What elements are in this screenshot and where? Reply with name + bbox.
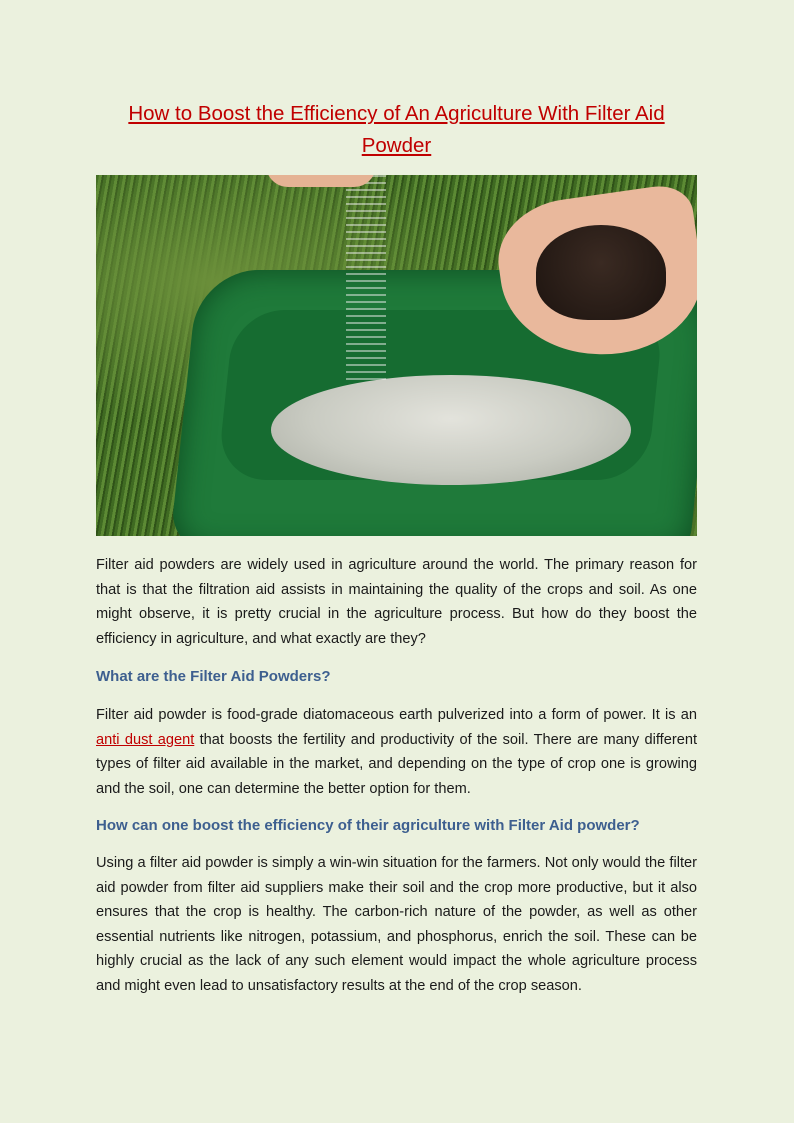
pouring-hand bbox=[266, 175, 376, 187]
intro-paragraph: Filter aid powders are widely used in agriculture around the world. The primary reason for that is that the filtration aid assists in maintaining the quality of the crops and soil. As one might observe, it is pretty crucial in the agriculture process. But how do they boost the efficiency in agriculture, and what exactly are they? bbox=[96, 557, 697, 647]
section1-paragraph bbox=[96, 703, 697, 801]
soil-handful bbox=[536, 225, 666, 320]
section-heading-how: How can one boost the efficiency of their agriculture with Filter Aid powder? bbox=[96, 817, 640, 834]
falling-powder bbox=[346, 175, 386, 385]
section2-paragraph: Using a filter aid powder is simply a win-win situation for the farmers. Not only would the filter aid powder from filter aid suppliers make their soil and the crop more productive, but it also ensures that the crop is healthy. The carbon-rich nature of the powder, as well as other essential nutrients like nitrogen, potassium, and phosphorus, enrich the soil. These can be highly crucial as the lack of any such element would impact the whole agriculture process and might even lead to unsatisfactory results at the end of the crop season. bbox=[96, 855, 697, 994]
section1-text-cont: that boosts the fertility and productivity of the soil. There are many different types of filter aid available in the market, and depending on the type of crop one is growing and the soil, one can determine the better option for them. bbox=[96, 731, 697, 797]
anti-dust-agent-link[interactable]: anti dust agent bbox=[96, 731, 195, 748]
section-heading-what: What are the Filter Aid Powders? bbox=[96, 668, 331, 685]
section1-text: Filter aid powder is food-grade diatomaceous earth pulverized into a form of power. It is an bbox=[96, 707, 697, 723]
page-title[interactable]: How to Boost the Efficiency of An Agriculture With Filter Aid Powder bbox=[128, 102, 665, 157]
hero-image-fertilizer-tub bbox=[96, 175, 697, 536]
white-powder bbox=[271, 375, 631, 485]
